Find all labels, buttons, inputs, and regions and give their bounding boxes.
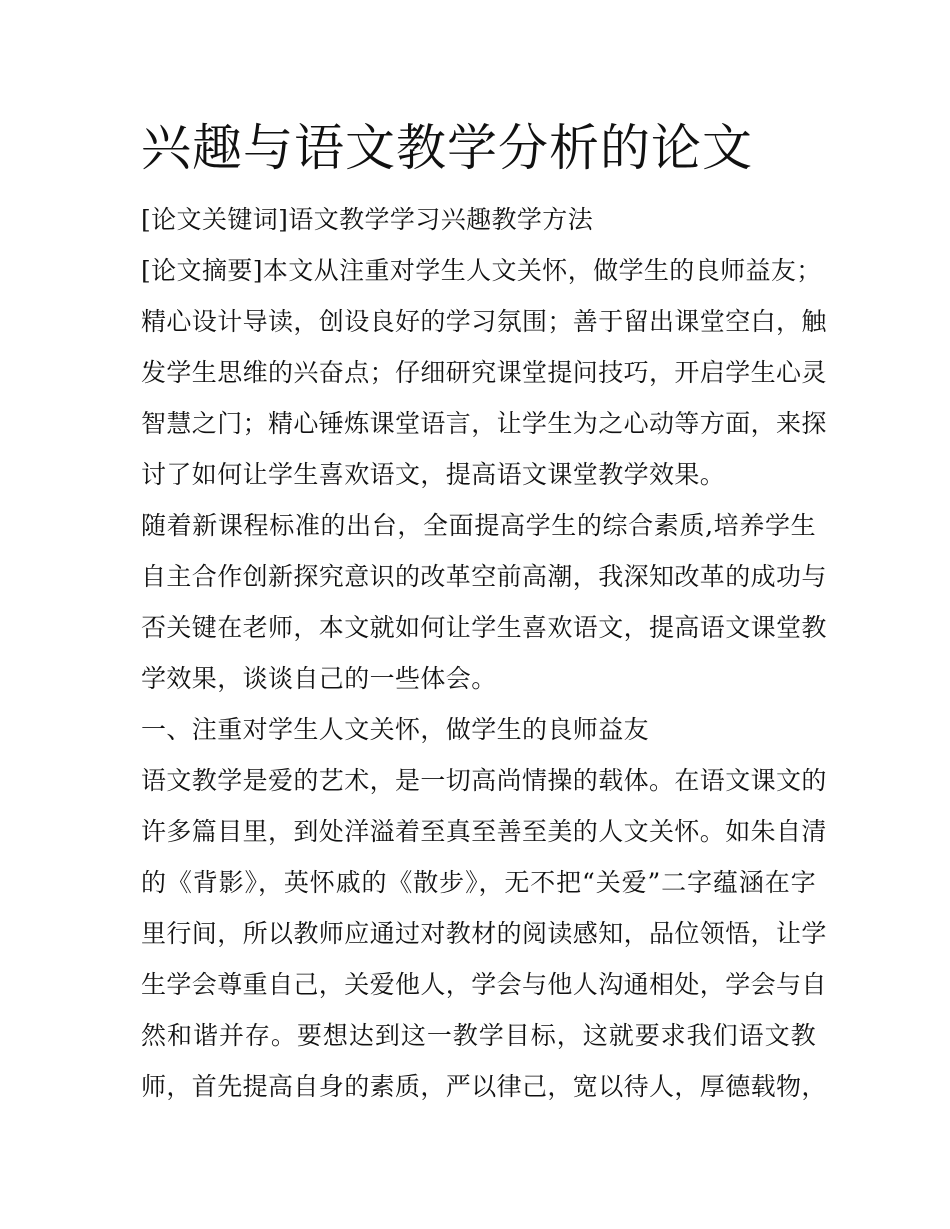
- body-line: 语文教学是爱的艺术，是一切高尚情操的载体。在语文课文的: [141, 766, 827, 795]
- abstract-line: 发学生思维的兴奋点；仔细研究课堂提问技巧，开启学生心灵: [141, 358, 827, 387]
- abstract-line: 智慧之门；精心锤炼课堂语言，让学生为之心动等方面，来探: [141, 409, 827, 438]
- intro-line: 随着新课程标准的出台，全面提高学生的综合素质,培养学生: [141, 511, 816, 540]
- intro-line: 否关键在老师，本文就如何让学生喜欢语文，提高语文课堂教: [141, 613, 827, 642]
- section-heading: 一、注重对学生人文关怀，做学生的良师益友: [141, 715, 650, 744]
- body-line: 许多篇目里，到处洋溢着至真至善至美的人文关怀。如朱自清: [141, 817, 827, 846]
- body-line: 的《背影》，英怀戚的《散步》，无不把“关爱”二字蕴涵在字: [141, 868, 816, 897]
- intro-line: 自主合作创新探究意识的改革空前高潮，我深知改革的成功与: [141, 562, 827, 591]
- body-line: 生学会尊重自己，关爱他人，学会与他人沟通相处，学会与自: [141, 970, 827, 999]
- body-line: 然和谐并存。要想达到这一教学目标，这就要求我们语文教: [141, 1021, 816, 1050]
- intro-line: 学效果，谈谈自己的一些体会。: [141, 664, 497, 693]
- abstract-line: 精心设计导读，创设良好的学习氛围；善于留出课堂空白，触: [141, 307, 827, 336]
- abstract-line: 讨了如何让学生喜欢语文，提高语文课堂教学效果。: [141, 460, 726, 489]
- body-line: 里行间，所以教师应通过对教材的阅读感知，品位领悟，让学: [141, 919, 827, 948]
- document-title: 兴趣与语文教学分析的论文: [141, 119, 753, 177]
- abstract-line: [论文摘要]本文从注重对学生人文关怀，做学生的良师益友；: [141, 256, 822, 285]
- body-line: 师，首先提高自身的素质，严以律己，宽以待人，厚德载物，: [141, 1072, 827, 1101]
- keywords-line: [论文关键词]语文教学学习兴趣教学方法: [141, 205, 594, 234]
- document-page: [141, 116, 827, 1112]
